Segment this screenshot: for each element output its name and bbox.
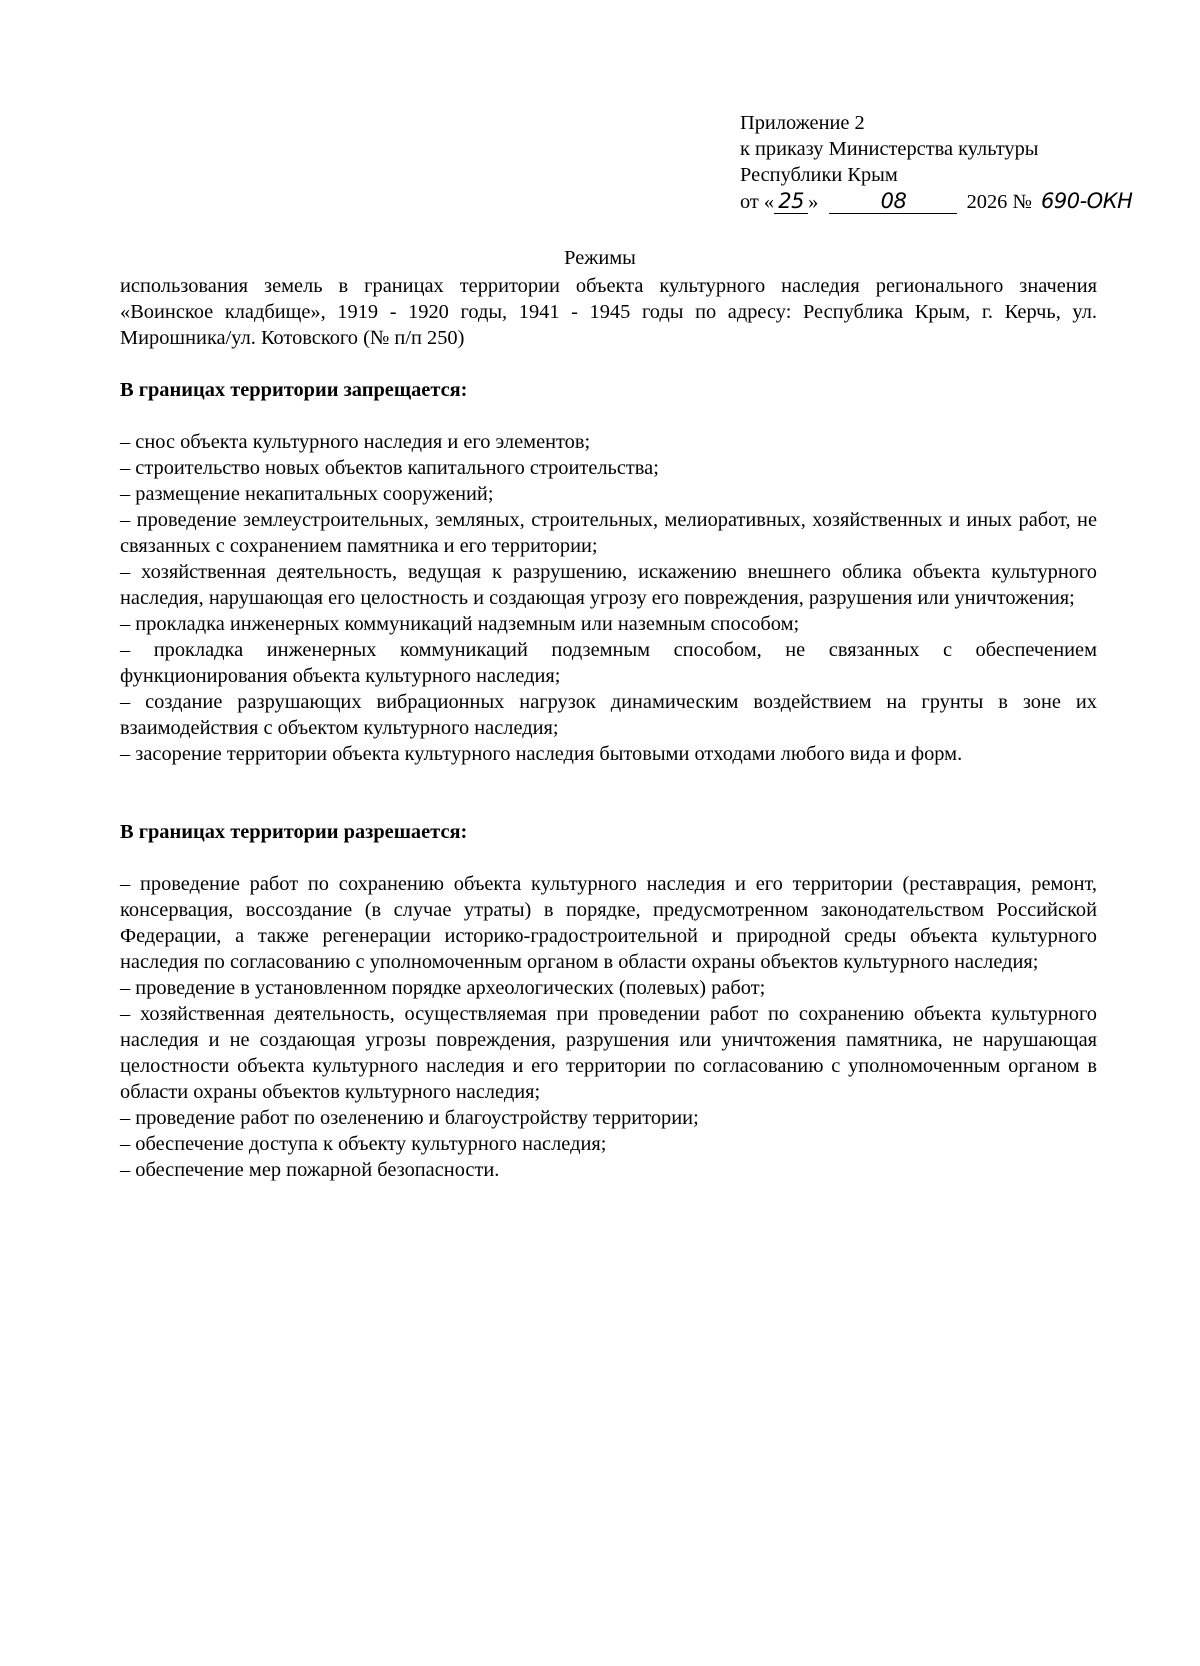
prohibited-item: – прокладка инженерных коммуникаций надземным или наземным способом; [120, 613, 800, 635]
year-and-number-sign: 2026 № [966, 191, 1032, 213]
date-quote-close: » [808, 191, 819, 213]
prohibited-item: – проведение землеустроительных, земляных, строительных, мелиоративных, хозяйственных и иных работ, не связанных с сохранением памятника и его территории; [120, 509, 1097, 557]
allowed-item: – проведение работ по озеленению и благоустройству территории; [120, 1107, 699, 1129]
prohibited-item: – строительство новых объектов капитального строительства; [120, 457, 659, 479]
allowed-item: – проведение в установленном порядке археологических (полевых) работ; [120, 977, 766, 999]
prohibited-item: – снос объекта культурного наследия и его элементов; [120, 431, 591, 453]
allowed-list [120, 871, 1097, 1183]
date-prefix: от « [740, 191, 775, 213]
prohibited-item: – прокладка инженерных коммуникаций подземным способом, не связанных с обеспечением функционирования объекта культурного наследия; [120, 639, 1097, 687]
republic-name: Республики Крым [740, 164, 898, 186]
prohibited-item: – размещение некапитальных сооружений; [120, 483, 494, 505]
handwritten-month: 08 [829, 191, 957, 214]
prohibited-heading: В границах территории запрещается: [120, 379, 468, 401]
document-subtitle: использования земель в границах территории объекта культурного наследия регионального значения «Воинское кладбище», 1919 - 1920 годы, 1941 - 1945 годы по адресу: Республика Крым, г. Керчь, ул. Мирошника/ул. Котовского (№ п/п 250) [120, 275, 1097, 349]
handwritten-day: 25 [774, 191, 808, 214]
allowed-item: – обеспечение мер пожарной безопасности. [120, 1159, 500, 1181]
allowed-heading: В границах территории разрешается: [120, 821, 468, 843]
order-reference: к приказу Министерства культуры [740, 138, 1039, 160]
appendix-header [740, 110, 1180, 214]
allowed-item: – хозяйственная деятельность, осуществляемая при проведении работ по сохранению объекта культурного наследия и не создающая угрозы повреждения, разрушения или уничтожения памятника, не нарушающая целостности объекта культурного наследия и его территории по согласованию с уполномоченным органом в области охраны объектов культурного наследия; [120, 1003, 1097, 1103]
document-title: Режимы [564, 247, 636, 269]
allowed-item: – проведение работ по сохранению объекта культурного наследия и его территории (реставрация, ремонт, консервация, воссоздание (в случае утраты) в порядке, предусмотренном законодательством Российской Федерации, а также регенерации историко-градостроительной и природной среды объекта культурного наследия по согласованию с уполномоченным органом в области охраны объектов культурного наследия; [120, 873, 1097, 973]
order-date-line [740, 188, 1180, 214]
prohibited-item: – засорение территории объекта культурного наследия бытовыми отходами любого вида и форм. [120, 743, 963, 765]
appendix-label: Приложение 2 [740, 112, 865, 134]
allowed-item: – обеспечение доступа к объекту культурного наследия; [120, 1133, 607, 1155]
document-body [120, 273, 1097, 1183]
prohibited-item: – хозяйственная деятельность, ведущая к разрушению, искажению внешнего облика объекта культурного наследия, нарушающая его целостность и создающая угрозу его повреждения, разрушения или уничтожения; [120, 561, 1097, 609]
prohibited-list [120, 429, 1097, 767]
prohibited-item: – создание разрушающих вибрационных нагрузок динамическим воздействием на грунты в зоне их взаимодействия с объектом культурного наследия; [120, 691, 1097, 739]
handwritten-order-number: 690-ОКН [1041, 189, 1133, 213]
